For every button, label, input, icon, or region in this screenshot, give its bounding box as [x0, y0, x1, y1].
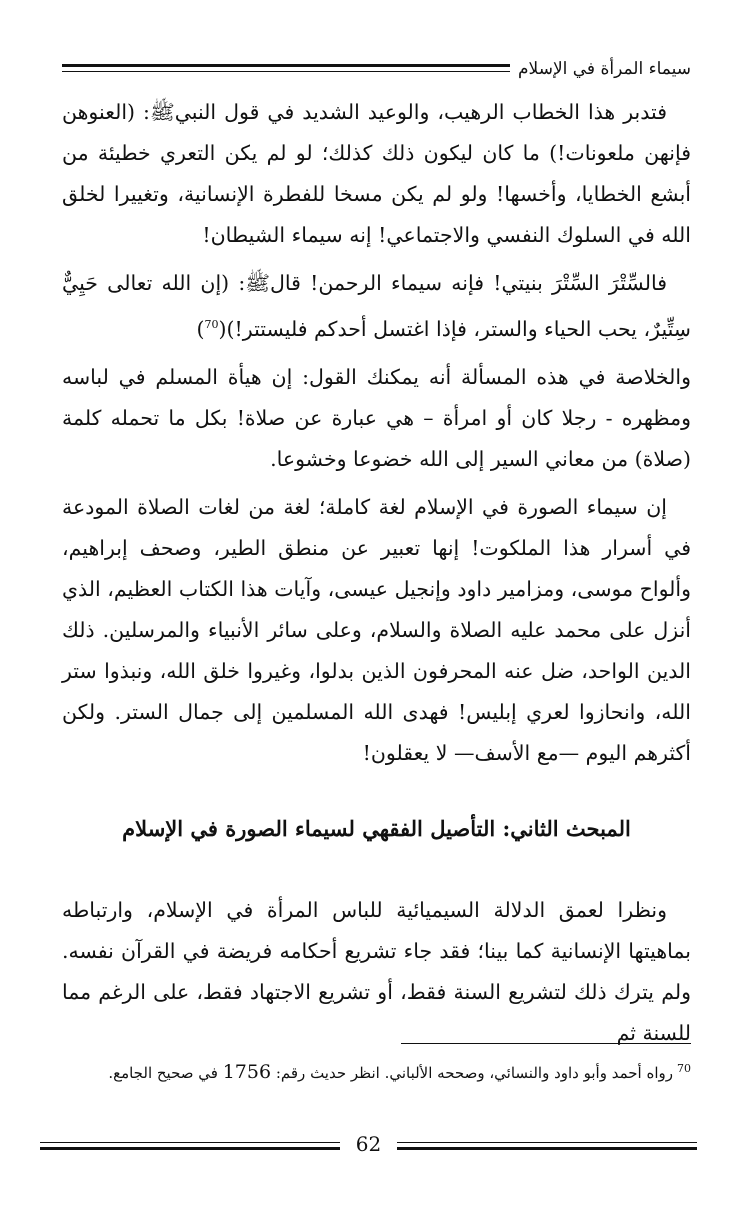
section-text — [62, 890, 691, 1054]
paragraph-2-close: ) — [196, 316, 205, 341]
footnote-text: رواه أحمد وأبو داود والنسائي، وصححه الألباني. انظر حديث رقم: — [271, 1064, 673, 1082]
paragraph-2-text: فالسِّتْرَ السِّتْرَ بنيتي! فإنه سيماء الرحمن! قالﷺ: (إن الله تعالى حَيِيٌّ سِتِّيرٌ، يحب الحياء والستر، فإذا اغتسل أحدكم فليستتر!)( — [62, 271, 691, 341]
paragraph-1: فتدبر هذا الخطاب الرهيب، والوعيد الشديد في قول النبيﷺ: (العنوهن فإنهن ملعونات!) ما كان ليكون ذلك كذلك؛ لو لم يكن التعري خطيئة من أبشع الخطايا، وأخسها! ولو لم يكن مسخا للفطرة الإنسانية، وتغييرا لخلق الله في السلوك النفسي والاجتماعي! إنه سيماء الشيطان! — [62, 100, 691, 247]
footnote-hadith-number: 1756 — [222, 1061, 272, 1083]
page-footer — [40, 1134, 697, 1158]
section-paragraph-1: ونظرا لعمق الدلالة السيميائية للباس المرأة في الإسلام، وارتباطه بماهيتها الإنسانية كما بينا؛ فقد جاء تشريع أحكامه فريضة في القرآن نفسه. ولم يترك ذلك لتشريع السنة فقط، أو تشريع الاجتهاد فقط، على الرغم مما للسنة ثم — [62, 898, 691, 1045]
footer-rule-right — [397, 1142, 697, 1150]
footnote-rule — [401, 1043, 691, 1044]
running-title: سيماء المرأة في الإسلام — [510, 58, 691, 80]
paragraph-2 — [62, 263, 691, 350]
footnote-reference[interactable]: 70 — [204, 318, 219, 331]
section-heading: المبحث الثاني: التأصيل الفقهي لسيماء الصورة في الإسلام — [122, 816, 631, 841]
footnote-text-end: في صحيح الجامع. — [108, 1064, 223, 1082]
footer-rule-left — [40, 1142, 340, 1150]
page-number: 62 — [355, 1132, 382, 1156]
footnote — [62, 1052, 691, 1090]
header-rule — [62, 64, 541, 72]
running-header — [62, 58, 691, 80]
footnote-number: 70 — [677, 1062, 691, 1075]
body-text — [62, 92, 691, 781]
paragraph-3: والخلاصة في هذه المسألة أنه يمكنك القول: إن هيأة المسلم في لباسه ومظهره - رجلا كان أو امرأة – هي عبارة عن صلاة! بكل ما تحمله كلمة (صلاة) من معاني السير إلى الله خضوعا وخشوعا. — [62, 364, 691, 471]
paragraph-4: إن سيماء الصورة في الإسلام لغة كاملة؛ لغة من لغات الصلاة المودعة في أسرار هذا الملكوت! إنها تعبير عن منطق الطير، وصحف إبراهيم، وألواح موسى، ومزامير داود وإنجيل عيسى، وآيات هذا الكتاب العظيم، الذي أنزل على محمد عليه الصلاة والسلام، وعلى سائر الأنبياء والمرسلين. ذلك الدين الواحد، ضل عنه المحرفون الذين بدلوا، وغيروا خلق الله، ونبذوا ستر الله، وانحازوا لعري إبليس! فهدى الله المسلمين إلى جمال الستر. ولكن أكثرهم اليوم —مع الأسف— لا يعقلون! — [62, 494, 691, 765]
